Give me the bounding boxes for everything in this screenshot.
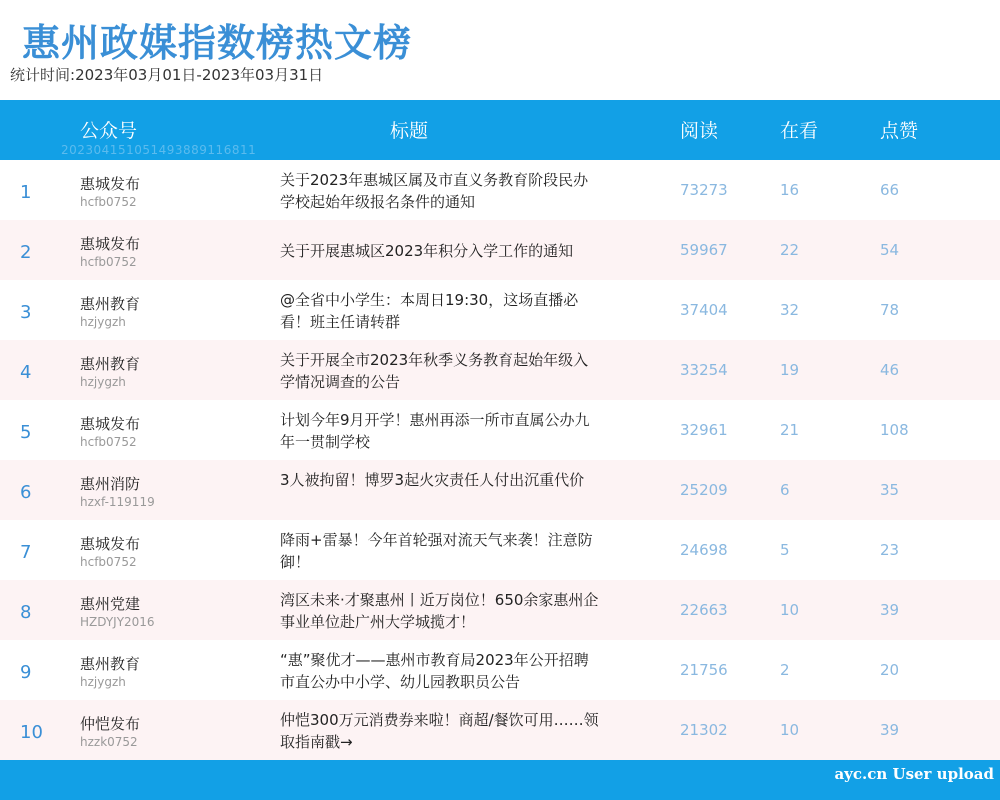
like-count: 39 <box>880 601 900 619</box>
looking-count: 6 <box>780 481 790 499</box>
table-row[interactable] <box>0 580 1000 640</box>
account-name[interactable]: 惠州教育 <box>80 655 141 673</box>
looking-count: 10 <box>780 601 800 619</box>
rank-number: 8 <box>20 602 32 623</box>
account-name[interactable]: 惠城发布 <box>80 235 141 253</box>
table-row[interactable] <box>0 460 1000 520</box>
ranking-table <box>0 160 1000 760</box>
rank-number: 7 <box>20 542 32 563</box>
looking-count: 22 <box>780 241 800 259</box>
article-title[interactable]: @全省中小学生：本周日19:30，这场直播必看！班主任请转群 <box>280 291 579 331</box>
account-name[interactable]: 惠州教育 <box>80 295 141 313</box>
account-id: HZDYJY2016 <box>80 615 155 629</box>
column-header-reads[interactable]: 阅读 <box>680 120 719 142</box>
account-name[interactable]: 惠州消防 <box>80 475 141 493</box>
table-row[interactable] <box>0 400 1000 460</box>
column-header-looking[interactable]: 在看 <box>780 120 819 142</box>
account-id: hzjygzh <box>80 375 126 389</box>
table-row[interactable] <box>0 520 1000 580</box>
looking-count: 32 <box>780 301 800 319</box>
article-title[interactable]: 仲恺300万元消费券来啦！商超/餐饮可用……领取指南戳→ <box>280 711 599 751</box>
looking-count: 10 <box>780 721 800 739</box>
account-name[interactable]: 惠城发布 <box>80 415 141 433</box>
like-count: 23 <box>880 541 900 559</box>
account-id: hcfb0752 <box>80 195 137 209</box>
read-count: 22663 <box>680 601 728 619</box>
footer-bar <box>0 760 1000 800</box>
rank-number: 9 <box>20 662 32 683</box>
table-row[interactable] <box>0 640 1000 700</box>
article-title[interactable]: “惠”聚优才——惠州市教育局2023年公开招聘市直公办中小学、幼儿园教职员公告 <box>280 651 589 691</box>
article-title[interactable]: 降雨+雷暴！今年首轮强对流天气来袭！注意防御！ <box>280 531 593 571</box>
article-title[interactable]: 3人被拘留！博罗3起火灾责任人付出沉重代价 <box>280 471 585 489</box>
like-count: 78 <box>880 301 900 319</box>
like-count: 39 <box>880 721 900 739</box>
rank-number: 1 <box>20 182 32 203</box>
period-value: 2023年03月01日-2023年03月31日 <box>75 66 324 84</box>
account-id: hcfb0752 <box>80 255 137 269</box>
table-row[interactable] <box>0 160 1000 220</box>
read-count: 21302 <box>680 721 728 739</box>
account-name[interactable]: 惠州教育 <box>80 355 141 373</box>
looking-count: 19 <box>780 361 800 379</box>
looking-count: 5 <box>780 541 790 559</box>
read-count: 32961 <box>680 421 728 439</box>
table-row[interactable] <box>0 700 1000 760</box>
rank-number: 5 <box>20 422 32 443</box>
article-title[interactable]: 湾区未来·才聚惠州丨近万岗位！650余家惠州企事业单位赴广州大学城揽才！ <box>280 591 599 631</box>
page-title: 惠州政媒指数榜热文榜 <box>22 21 413 65</box>
like-count: 46 <box>880 361 900 379</box>
looking-count: 21 <box>780 421 800 439</box>
like-count: 35 <box>880 481 900 499</box>
account-id: hzzk0752 <box>80 735 138 749</box>
table-row[interactable] <box>0 340 1000 400</box>
rank-number: 6 <box>20 482 32 503</box>
upload-credit: ayc.cn User upload <box>834 765 994 783</box>
column-header-title[interactable]: 标题 <box>390 120 429 142</box>
read-count: 21756 <box>680 661 728 679</box>
table-row[interactable] <box>0 280 1000 340</box>
account-id: hzjygzh <box>80 675 126 689</box>
period-label: 统计时间: <box>10 66 76 84</box>
watermark-id: 2023041510514938891168​11 <box>61 143 257 157</box>
account-id: hzxf-119119 <box>80 495 155 509</box>
like-count: 108 <box>880 421 909 439</box>
account-name[interactable]: 惠城发布 <box>80 535 141 553</box>
account-id: hcfb0752 <box>80 555 137 569</box>
account-id: hcfb0752 <box>80 435 137 449</box>
looking-count: 2 <box>780 661 790 679</box>
read-count: 25209 <box>680 481 728 499</box>
account-id: hzjygzh <box>80 315 126 329</box>
like-count: 66 <box>880 181 900 199</box>
rank-number: 10 <box>20 722 43 743</box>
read-count: 59967 <box>680 241 728 259</box>
column-header-likes[interactable]: 点赞 <box>880 120 919 142</box>
like-count: 20 <box>880 661 900 679</box>
read-count: 33254 <box>680 361 728 379</box>
read-count: 37404 <box>680 301 728 319</box>
table-header <box>0 100 1000 160</box>
rank-number: 3 <box>20 302 32 323</box>
account-name[interactable]: 惠州党建 <box>80 595 141 613</box>
article-title[interactable]: 计划今年9月开学！惠州再添一所市直属公办九年一贯制学校 <box>280 411 590 451</box>
account-name[interactable]: 惠城发布 <box>80 175 141 193</box>
read-count: 24698 <box>680 541 728 559</box>
read-count: 73273 <box>680 181 728 199</box>
like-count: 54 <box>880 241 900 259</box>
article-title[interactable]: 关于2023年惠城区属及市直义务教育阶段民办学校起始年级报名条件的通知 <box>280 171 589 211</box>
account-name[interactable]: 仲恺发布 <box>80 715 141 733</box>
column-header-account[interactable]: 公众号 <box>80 120 138 142</box>
rank-number: 2 <box>20 242 32 263</box>
rank-number: 4 <box>20 362 32 383</box>
table-row[interactable] <box>0 220 1000 280</box>
looking-count: 16 <box>780 181 800 199</box>
statistics-period <box>10 64 323 85</box>
article-title[interactable]: 关于开展全市2023年秋季义务教育起始年级入学情况调查的公告 <box>280 351 589 391</box>
article-title[interactable]: 关于开展惠城区2023年积分入学工作的通知 <box>280 242 574 260</box>
